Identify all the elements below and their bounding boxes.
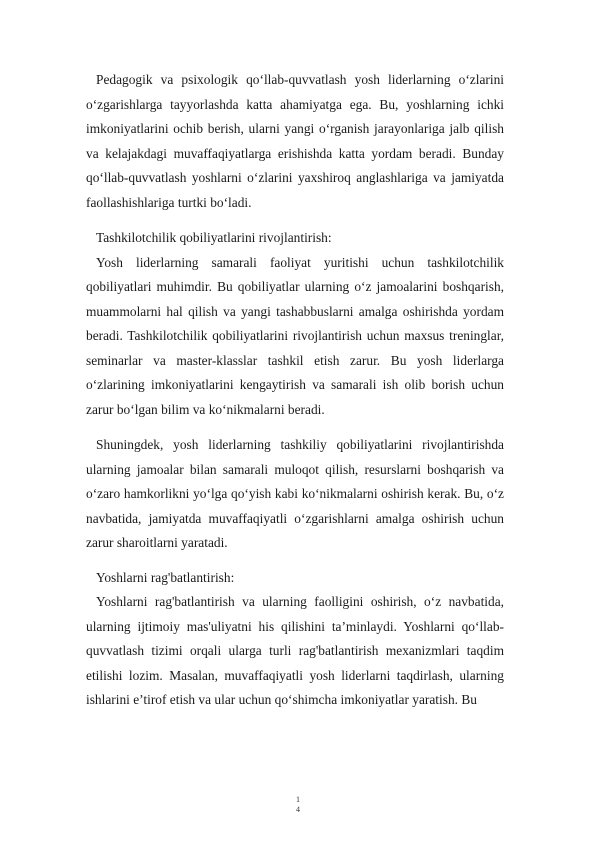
paragraph-spacer <box>86 422 504 433</box>
paragraph-organizational-skills: Yosh liderlarning samarali faoliyat yuritishi uchun tashkilotchilik qobiliyatlari muhimdir. Bu qobiliyatlar ularning o‘z jamoalarini boshqarish, muammolarni hal qilish va yangi tashabbuslarni amalga oshirishda yordam beradi. Tashkilotchilik qobiliyatlarini rivojlantirish uchun maxsus treninglar, seminarlar va master-klasslar tashkil etish zarur. Bu yosh liderlarga o‘zlarining imkoniyatlarini kengaytirish va samarali ish olib borish uchun zarur bo‘lgan bilim va ko‘nikmalarni beradi. <box>86 254 504 417</box>
document-page <box>86 68 504 713</box>
page-number-digit-1: 1 <box>296 795 300 804</box>
page-number-digit-2: 4 <box>296 805 300 814</box>
paragraph-spacer <box>86 556 504 566</box>
page-number <box>293 795 303 815</box>
section-heading-organizational-skills: Tashkilotchilik qobiliyatlarini rivojlantirish: <box>96 230 332 245</box>
paragraph-team-communication: Shuningdek, yosh liderlarning tashkiliy qobiliyatlarini rivojlantirishda ularning jamoalar bilan samarali muloqot qilish, resurslarni boshqarish va o‘zaro hamkorlikni yo‘lga qo‘yish kabi ko‘nikmalarni oshirish kerak. Bu, o‘z navbatida, jamiyatda muvaffaqiyatli o‘zgarishlarni amalga oshirish uchun zarur sharoitlarni yaratadi. <box>86 437 504 550</box>
paragraph-spacer <box>86 215 504 226</box>
section-heading-youth-encouragement: Yoshlarni rag'batlantirish: <box>96 569 235 585</box>
paragraph-pedagogical-support: Pedagogik va psixologik qo‘llab-quvvatlash yosh liderlarning o‘zlarini o‘zgarishlarga tayyorlashda katta ahamiyatga ega. Bu, yoshlarning ichki imkoniyatlarini ochib berish, ularni yangi o‘rganish jarayonlariga jalb qilish va kelajakdagi muvaffaqiyatlarga erishishda katta yordam beradi. Bunday qo‘llab-quvvatlash yoshlarni o‘zlarini yaxshiroq anglashlariga va jamiyatda faollashishlariga turtki bo‘ladi. <box>86 72 504 210</box>
paragraph-youth-encouragement: Yoshlarni rag'batlantirish va ularning faolligini oshirish, o‘z navbatida, ularning ijtimoiy mas'uliyatni his qilishini ta’minlaydi. Yoshlarni qo‘llab-quvvatlash tizimi orqali ularga turli rag'batlantirish mexanizmlari taqdim etilishi lozim. Masalan, muvaffaqiyatli yosh liderlarni taqdirlash, ularning ishlarini e’tirof etish va ular uchun qo‘shimcha imkoniyatlar yaratish. Bu <box>86 594 504 707</box>
